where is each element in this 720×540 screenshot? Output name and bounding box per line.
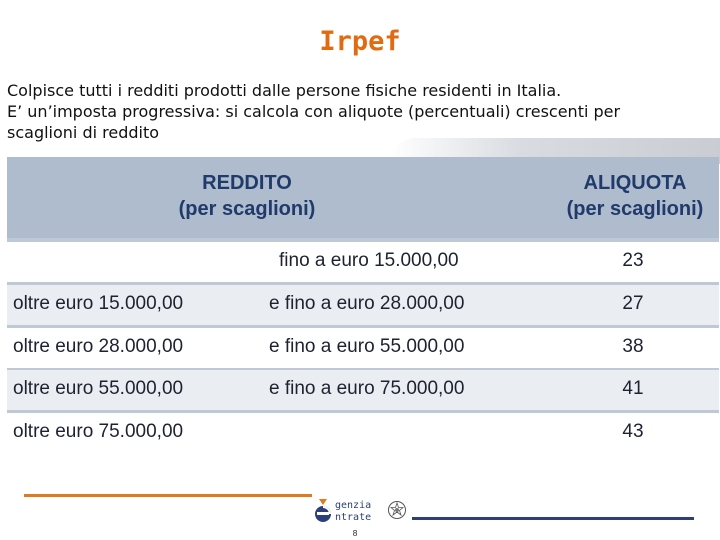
table-row <box>7 370 719 410</box>
intro-line: Colpisce tutti i redditi prodotti dalle persone fisiche residenti in Italia. <box>7 81 562 100</box>
table-row <box>7 242 719 282</box>
header-aliquota-subtitle: (per scaglioni) <box>566 198 704 220</box>
logo-text-line2: ntrate <box>335 512 372 523</box>
row-to: e fino a euro 75.000,00 <box>269 378 465 399</box>
row-rate: 41 <box>622 378 644 399</box>
intro-line: E’ un’imposta progressiva: si calcola con aliquote (percentuali) crescenti per <box>7 102 621 121</box>
intro-line: scaglioni di reddito <box>7 123 160 142</box>
row-from: oltre euro 15.000,00 <box>13 293 184 314</box>
row-to: e fino a euro 55.000,00 <box>269 336 465 357</box>
table-row <box>7 413 719 453</box>
table-row <box>7 328 719 368</box>
slide-title: Irpef <box>319 26 401 57</box>
agenzia-entrate-logo <box>313 497 409 525</box>
footer-line-orange <box>24 494 312 497</box>
table-row <box>7 285 719 325</box>
row-from: oltre euro 28.000,00 <box>13 336 184 357</box>
header-aliquota-title: ALIQUOTA <box>583 172 687 194</box>
row-from: oltre euro 55.000,00 <box>13 378 184 399</box>
page-number: 8 <box>352 529 358 538</box>
intro-text <box>7 80 713 143</box>
row-rate: 38 <box>622 336 644 357</box>
row-rate: 23 <box>622 250 644 271</box>
table-header <box>7 157 719 238</box>
header-reddito <box>177 170 317 222</box>
row-to: fino a euro 15.000,00 <box>279 250 459 271</box>
header-reddito-subtitle: (per scaglioni) <box>178 198 316 220</box>
logo-text-line1: genzia <box>335 500 372 511</box>
row-to: e fino a euro 28.000,00 <box>269 293 465 314</box>
republic-emblem-icon <box>387 500 407 520</box>
header-aliquota <box>555 170 715 222</box>
row-from: oltre euro 75.000,00 <box>13 421 184 442</box>
row-rate: 43 <box>622 421 644 442</box>
footer-line-blue <box>412 517 694 520</box>
header-reddito-title: REDDITO <box>202 172 292 194</box>
irpef-table <box>7 157 719 453</box>
row-rate: 27 <box>622 293 644 314</box>
